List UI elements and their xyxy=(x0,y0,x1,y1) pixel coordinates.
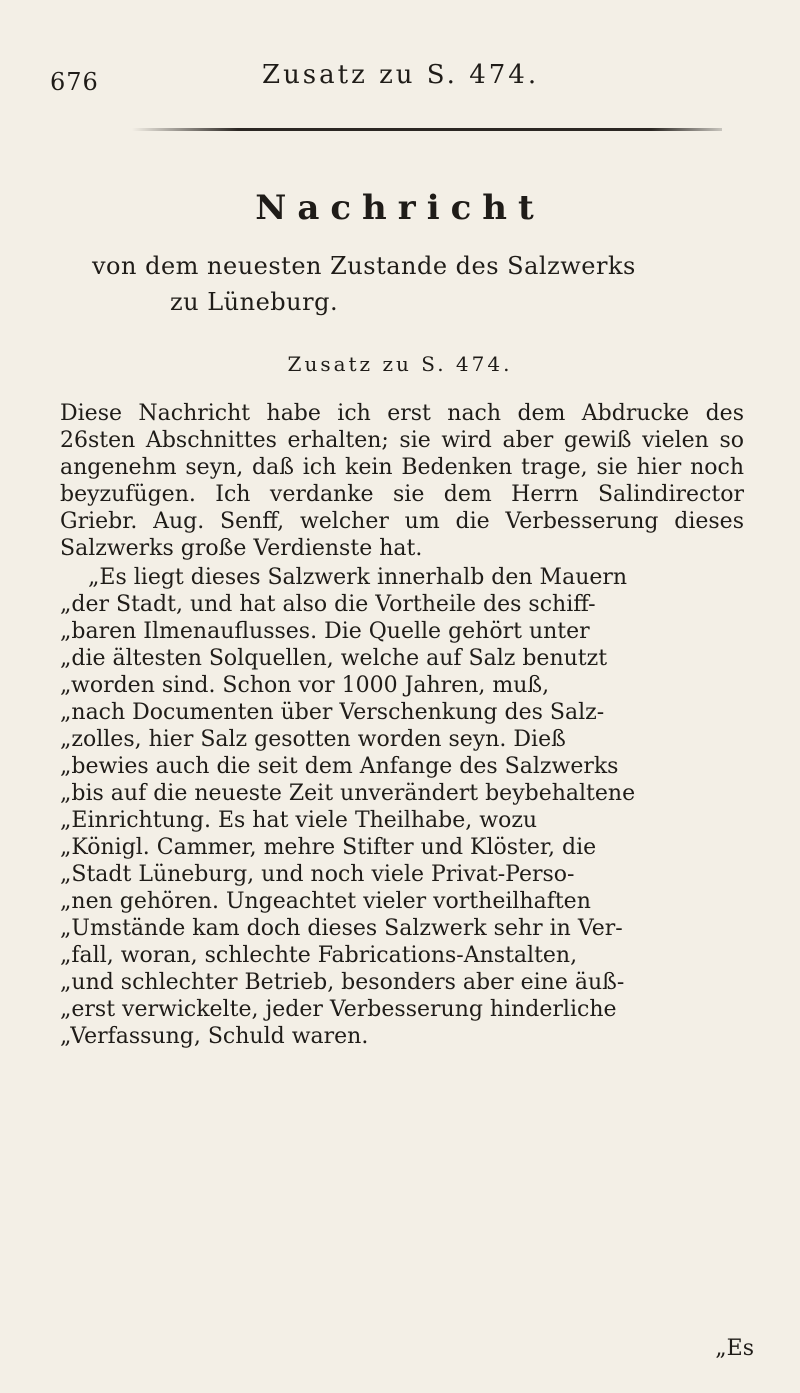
quote-line: „Einrichtung. Es hat viele Theilhabe, wozu xyxy=(60,808,538,833)
quote-line: „Königl. Cammer, mehre Stifter und Klöster, die xyxy=(60,835,597,860)
quote-line: „nen gehören. Ungeachtet vieler vortheilhaften xyxy=(60,889,591,914)
quote-line: „Verfassung, Schuld waren. xyxy=(60,1024,369,1049)
body-text xyxy=(60,400,744,1050)
subtitle-line-1: von dem neuesten Zustande des Salzwerks xyxy=(92,252,636,280)
quote-line: „bis auf die neueste Zeit unverändert beybehaltene xyxy=(60,781,636,806)
section-subtitle xyxy=(92,248,732,320)
intro-paragraph-text: Diese Nachricht habe ich erst nach dem Abdrucke des 26sten Abschnittes erhalten; sie wird aber gewiß vielen so angenehm seyn, daß ich kein Bedenken trage, sie hier noch beyzufügen. Ich verdanke sie dem Herrn Salindirector Griebr. Aug. Senff, welcher um die Verbesserung dieses Salzwerks große Verdienste hat. xyxy=(60,401,744,561)
quote-line: „fall, woran, schlechte Fabrications-Anstalten, xyxy=(60,943,578,968)
quote-line: „die ältesten Solquellen, welche auf Salz benutzt xyxy=(60,646,608,671)
quote-line: „zolles, hier Salz gesotten worden seyn. Dieß xyxy=(60,727,566,752)
quote-line: „Stadt Lüneburg, und noch viele Privat-Perso- xyxy=(60,862,575,887)
quote-line: „Umstände kam doch dieses Salzwerk sehr in Ver- xyxy=(60,916,623,941)
running-head: Zusatz zu S. 474. xyxy=(262,60,540,90)
quote-line: „der Stadt, und hat also die Vortheile des schiff- xyxy=(60,592,596,617)
section-title: Nachricht xyxy=(255,188,545,228)
catchword: „Es xyxy=(715,1336,754,1361)
cross-reference: Zusatz zu S. 474. xyxy=(287,352,513,376)
quoted-paragraph xyxy=(60,564,744,1050)
quote-line: „baren Ilmenauflusses. Die Quelle gehört unter xyxy=(60,619,590,644)
quote-line: „nach Documenten über Verschenkung des Salz- xyxy=(60,700,605,725)
quote-line: „worden sind. Schon vor 1000 Jahren, muß, xyxy=(60,673,550,698)
header-rule xyxy=(132,128,722,131)
quote-line: „erst verwickelte, jeder Verbesserung hinderliche xyxy=(60,997,617,1022)
quote-line: „Es liegt dieses Salzwerk innerhalb den Mauern xyxy=(88,565,628,590)
intro-paragraph xyxy=(60,400,744,562)
page-number: 676 xyxy=(50,68,99,96)
quote-line: „und schlechter Betrieb, besonders aber eine äuß- xyxy=(60,970,625,995)
quote-line: „bewies auch die seit dem Anfange des Salzwerks xyxy=(60,754,619,779)
subtitle-line-2: zu Lüneburg. xyxy=(170,288,339,316)
